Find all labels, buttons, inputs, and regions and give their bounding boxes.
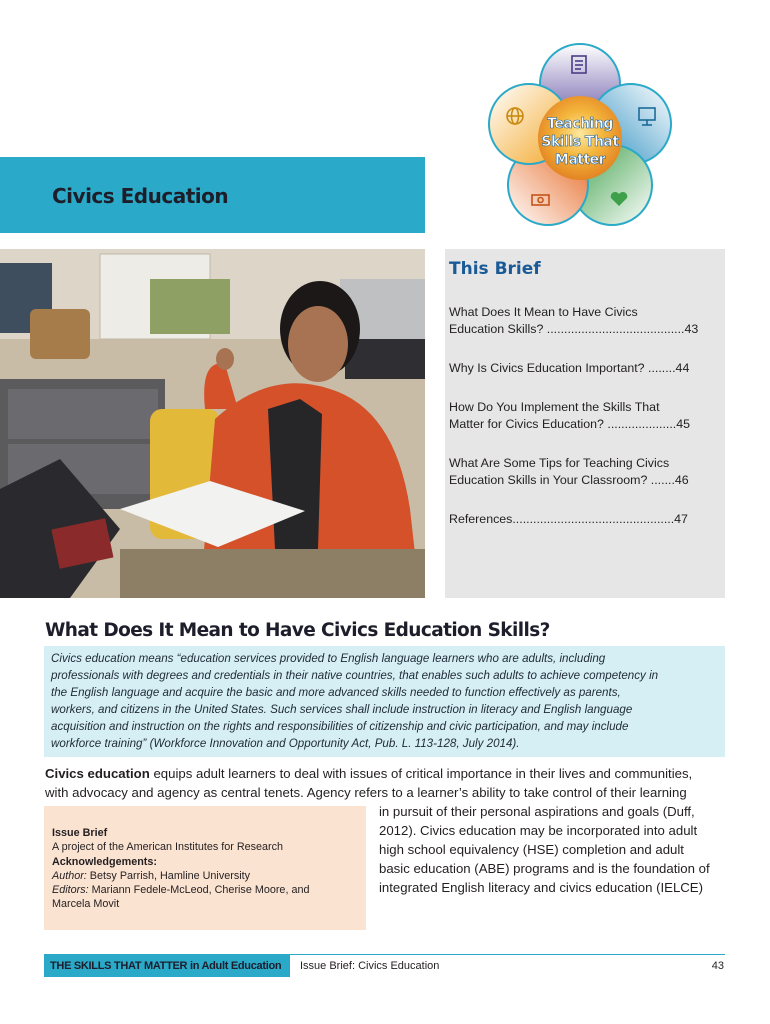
author-line: Author: Betsy Parrish, Hamline University bbox=[52, 870, 251, 882]
page-number: 43 bbox=[711, 960, 724, 972]
section-title: Civics Education bbox=[52, 184, 229, 208]
toc-item-2[interactable]: Why Is Civics Education Important? ........44 bbox=[449, 361, 690, 375]
footer-brief-name: Issue Brief: Civics Education bbox=[300, 960, 440, 972]
quote-line: workers, and citizens in the United States. Such services shall include instruction in literacy and English language bbox=[51, 703, 633, 716]
table-of-contents bbox=[449, 304, 717, 550]
body-line: basic education (ABE) programs and is the foundation of bbox=[379, 861, 710, 876]
quote-line: acquisition and instruction on the rights and responsibilities of citizenship and civic participation, and may include bbox=[51, 720, 629, 733]
classroom-photo bbox=[0, 249, 425, 598]
issue-brief-project: A project of the American Institutes for Research bbox=[52, 841, 284, 853]
toc-item-1[interactable]: What Does It Mean to Have Civics Education Skills? ........................................43 bbox=[449, 305, 699, 336]
toc-item-3[interactable]: How Do You Implement the Skills That Matter for Civics Education? ....................45 bbox=[449, 400, 691, 431]
logo-text-line-2: Skills That bbox=[541, 134, 619, 150]
footer-series-tag bbox=[44, 955, 290, 977]
toc-item-4[interactable]: What Are Some Tips for Teaching Civics Education Skills in Your Classroom? .......46 bbox=[449, 456, 689, 487]
section-title-band bbox=[0, 157, 425, 233]
logo-text-line-1: Teaching bbox=[547, 116, 613, 132]
section-heading: What Does It Mean to Have Civics Education Skills? bbox=[45, 620, 550, 641]
quote-line: professionals with degrees and credentials in their native countries, that enables such adults to achieve competency in bbox=[51, 669, 659, 682]
body-line: Civics education equips adult learners to deal with issues of critical importance in their lives and communities, bbox=[45, 766, 693, 781]
logo-text-line-3: Matter bbox=[554, 152, 606, 168]
quote-line: Civics education means “education services provided to English language learners who are adults, including bbox=[51, 652, 606, 665]
body-line: integrated English literacy and civics education (IELCE) bbox=[379, 880, 703, 895]
issue-brief-title: Issue Brief bbox=[52, 827, 108, 839]
body-line: 2012). Civics education may be incorporated into adult bbox=[379, 823, 698, 838]
quote-line: the English language and acquire the basic and more advanced skills needed to function effectively as parents, bbox=[51, 686, 621, 699]
issue-brief-box bbox=[44, 806, 366, 930]
body-lead-bold: Civics education bbox=[45, 766, 150, 781]
quote-line: workforce training” (Workforce Innovation and Opportunity Act, Pub. L. 113-128, July 2014). bbox=[51, 737, 520, 750]
footer-series-title: THE SKILLS THAT MATTER in Adult Education bbox=[50, 960, 282, 972]
body-line: in pursuit of their personal aspirations and goals (Duff, bbox=[379, 804, 695, 819]
body-line: high school equivalency (HSE) completion and adult bbox=[379, 842, 684, 857]
editors-line: Editors: Mariann Fedele-McLeod, Cherise Moore, and bbox=[52, 884, 310, 896]
acknowledgements-label: Acknowledgements: bbox=[52, 856, 157, 868]
toc-item-5[interactable]: References...............................................47 bbox=[449, 512, 688, 526]
teaching-skills-logo bbox=[485, 42, 675, 232]
body-line: with advocacy and agency as central tenets. Agency refers to a learner’s ability to take control of their learning bbox=[45, 785, 687, 800]
this-brief-box bbox=[445, 249, 725, 598]
definition-quote-box bbox=[44, 646, 725, 757]
this-brief-title: This Brief bbox=[449, 259, 541, 279]
editors-line-cont: Marcela Movit bbox=[52, 898, 120, 910]
